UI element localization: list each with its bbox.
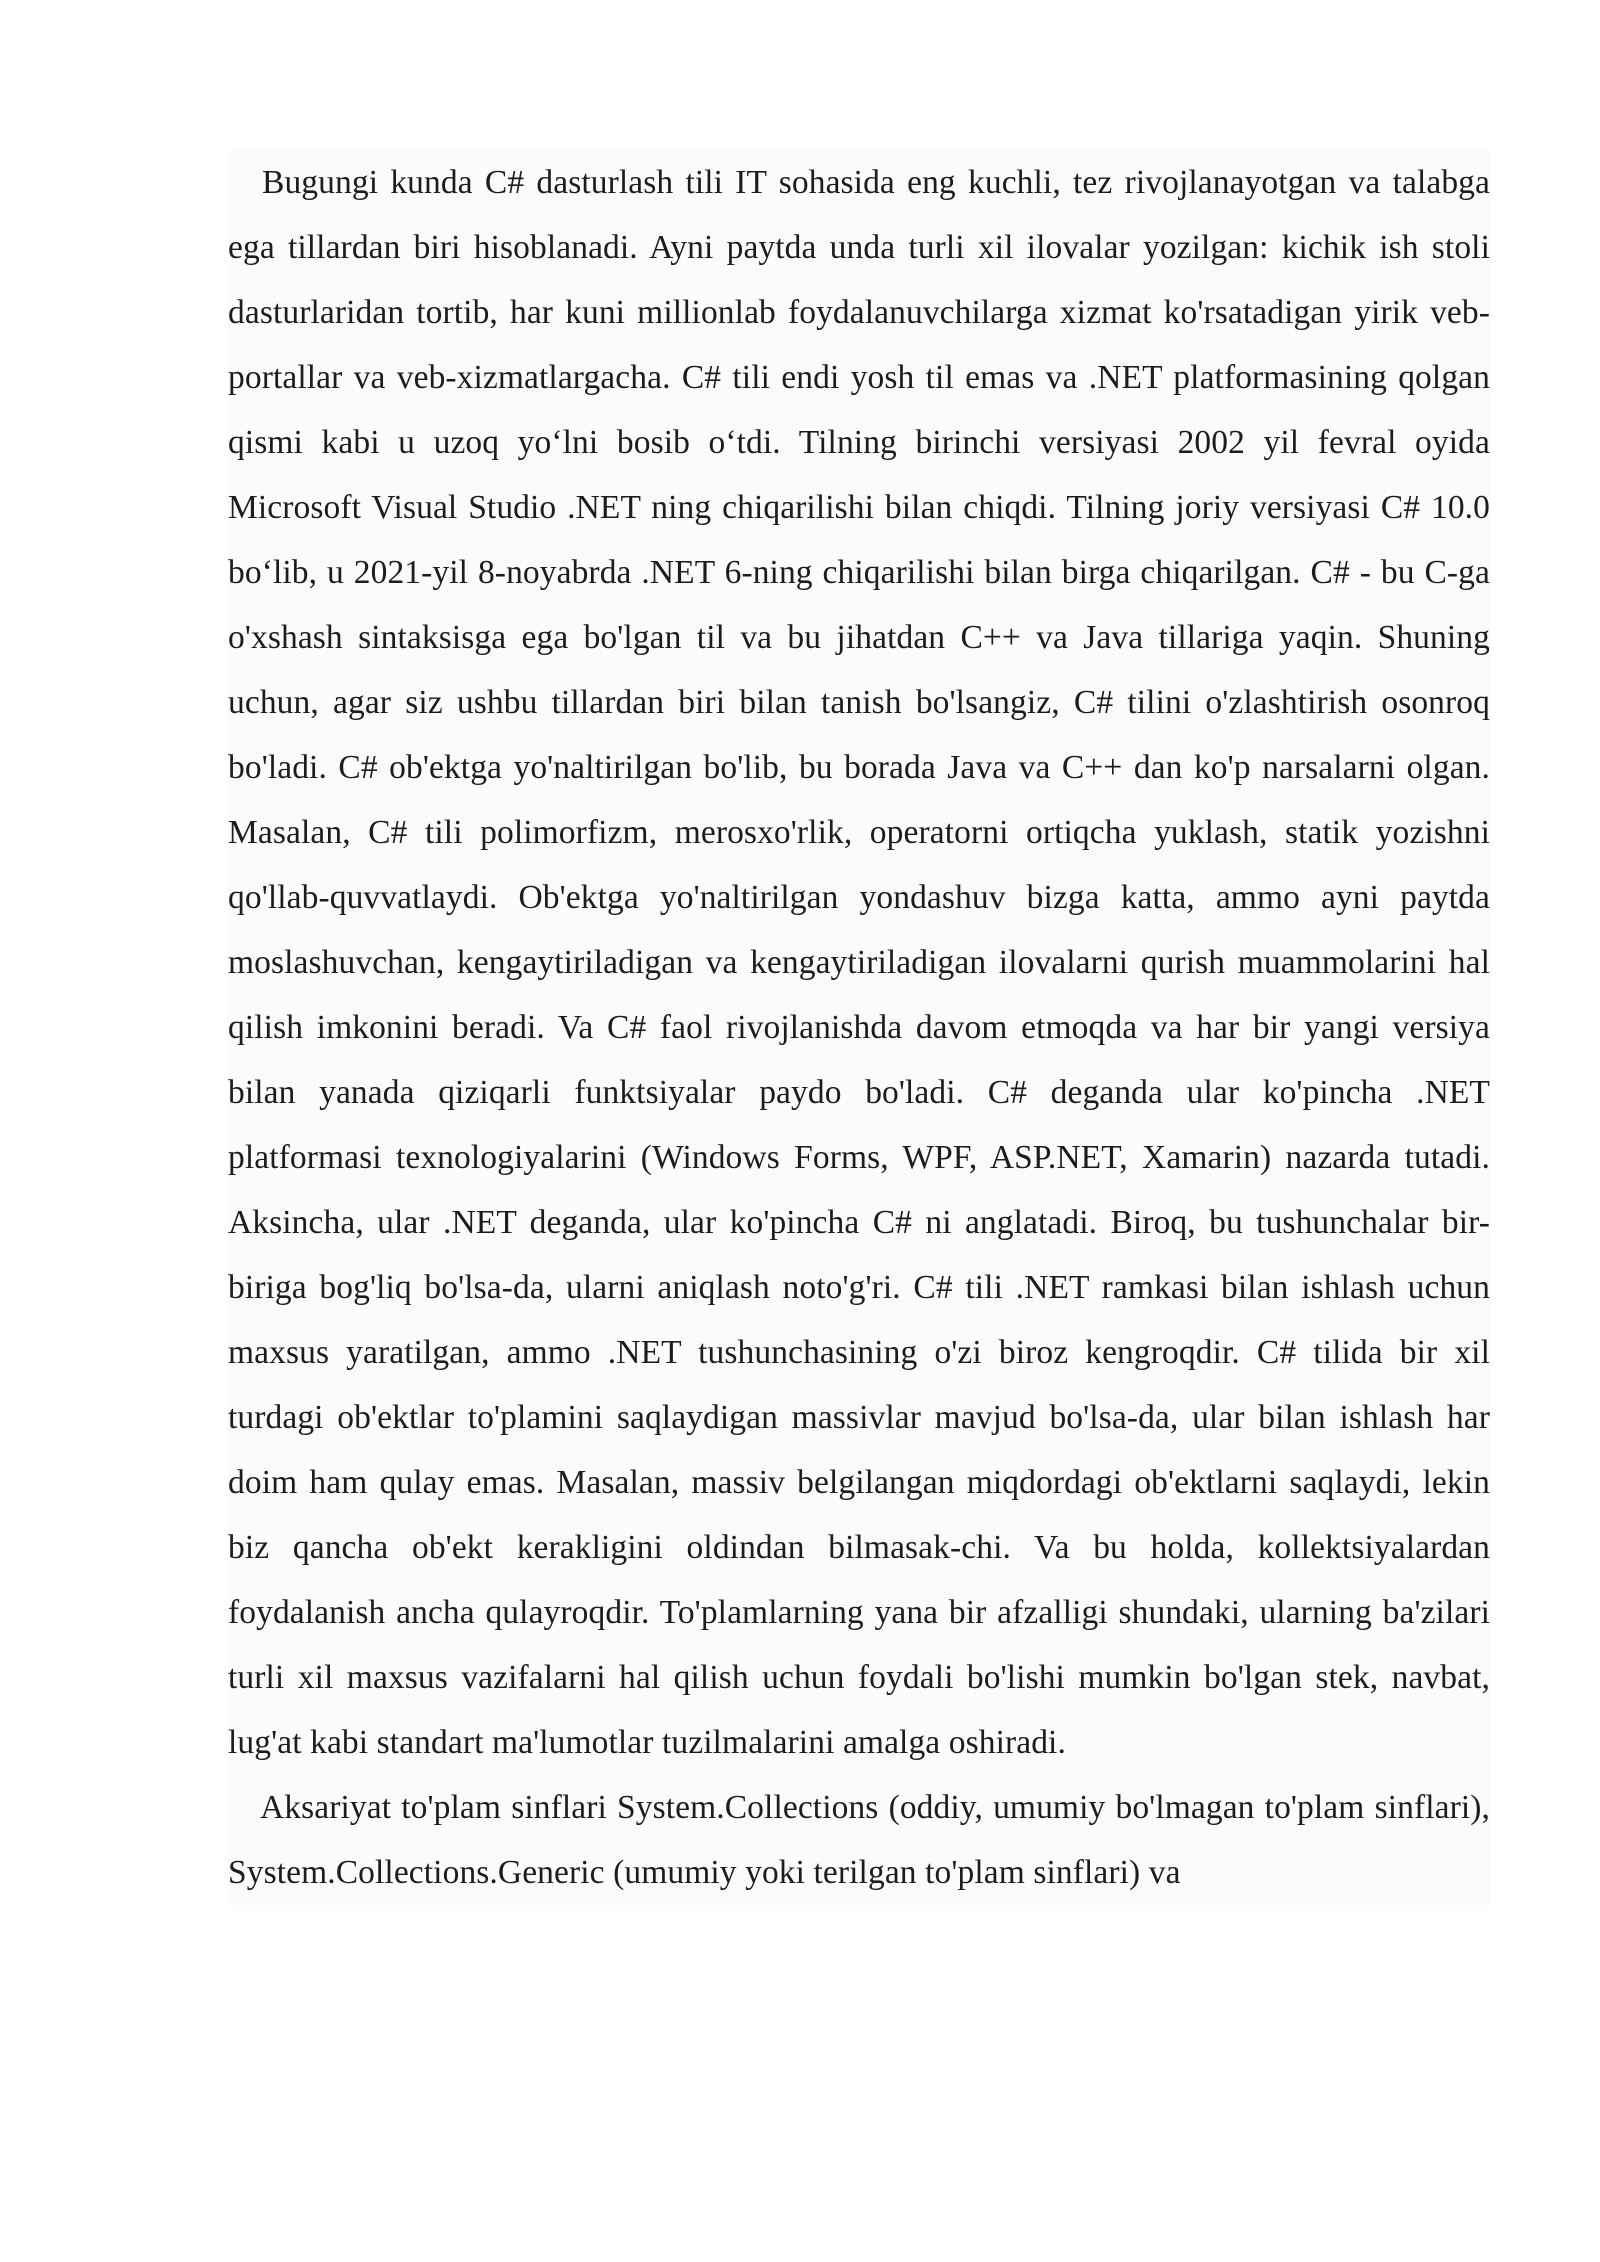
paragraph-1: Bugungi kunda C# dasturlash tili IT sohasida eng kuchli, tez rivojlanayotgan va talabga ega tillardan biri hisoblanadi. Ayni paytda unda turli xil ilovalar yozilgan: kichik ish stoli dasturlaridan tortib, har kuni millionlab foydalanuvchilarga xizmat ko'rsatadigan yirik veb-portallar va veb-xizmatlargacha. C# tili endi yosh til emas va .NET platformasining qolgan qismi kabi u uzoq yo‘lni bosib o‘tdi. Tilning birinchi versiyasi 2002 yil fevral oyida Microsoft Visual Studio .NET ning chiqarilishi bilan chiqdi. Tilning joriy versiyasi C# 10.0 bo‘lib, u 2021-yil 8-noyabrda .NET 6-ning chiqarilishi bilan birga chiqarilgan. C# - bu C-ga o'xshash sintaksisga ega bo'lgan til va bu jihatdan C++ va Java tillariga yaqin. Shuning uchun, agar siz ushbu tillardan biri bilan tanish bo'lsangiz, C# tilini o'zlashtirish osonroq bo'ladi. C# ob'ektga yo'naltirilgan bo'lib, bu borada Java va C++ dan ko'p narsalarni olgan. Masalan, C# tili polimorfizm, merosxo'rlik, operatorni ortiqcha yuklash, statik yozishni qo'llab-quvvatlaydi. Ob'ektga yo'naltirilgan yondashuv bizga katta, ammo ayni paytda moslashuvchan, kengaytiriladigan va kengaytiriladigan ilovalarni qurish muammolarini hal qilish imkonini beradi. Va C# faol rivojlanishda davom etmoqda va har bir yangi versiya bilan yanada qiziqarli funktsiyalar paydo bo'ladi. C# deganda ular ko'pincha .NET platformasi texnologiyalarini (Windows Forms, WPF, ASP.NET, Xamarin) nazarda tutadi. Aksincha, ular .NET deganda, ular ko'pincha C# ni anglatadi. Biroq, bu tushunchalar bir-biriga bog'liq bo'lsa-da, ularni aniqlash noto'g'ri. C# tili .NET ramkasi bilan ishlash uchun maxsus yaratilgan, ammo .NET tushunchasining o'zi biroz kengroqdir. C# tilida bir xil turdagi ob'ektlar to'plamini saqlaydigan massivlar mavjud bo'lsa-da, ular bilan ishlash har doim ham qulay emas. Masalan, massiv belgilangan miqdordagi ob'ektlarni saqlaydi, lekin biz qancha ob'ekt kerakligini oldindan bilmasak-chi. Va bu holda, kollektsiyalardan foydalanish ancha qulayroqdir. To'plamlarning yana bir afzalligi shundaki, ularning ba'zilari turli xil maxsus vazifalarni hal qilish uchun foydali bo'lishi mumkin bo'lgan stek, navbat, lug'at kabi standart ma'lumotlar tuzilmalarini amalga oshiradi. (228, 164, 1490, 1761)
paragraph-2: Aksariyat to'plam sinflari System.Collections (oddiy, umumiy bo'lmagan to'plam sinflari), System.Collections.Generic (umumiy yoki terilgan to'plam sinflari) va (228, 1789, 1490, 1891)
body-text (228, 150, 1490, 1905)
